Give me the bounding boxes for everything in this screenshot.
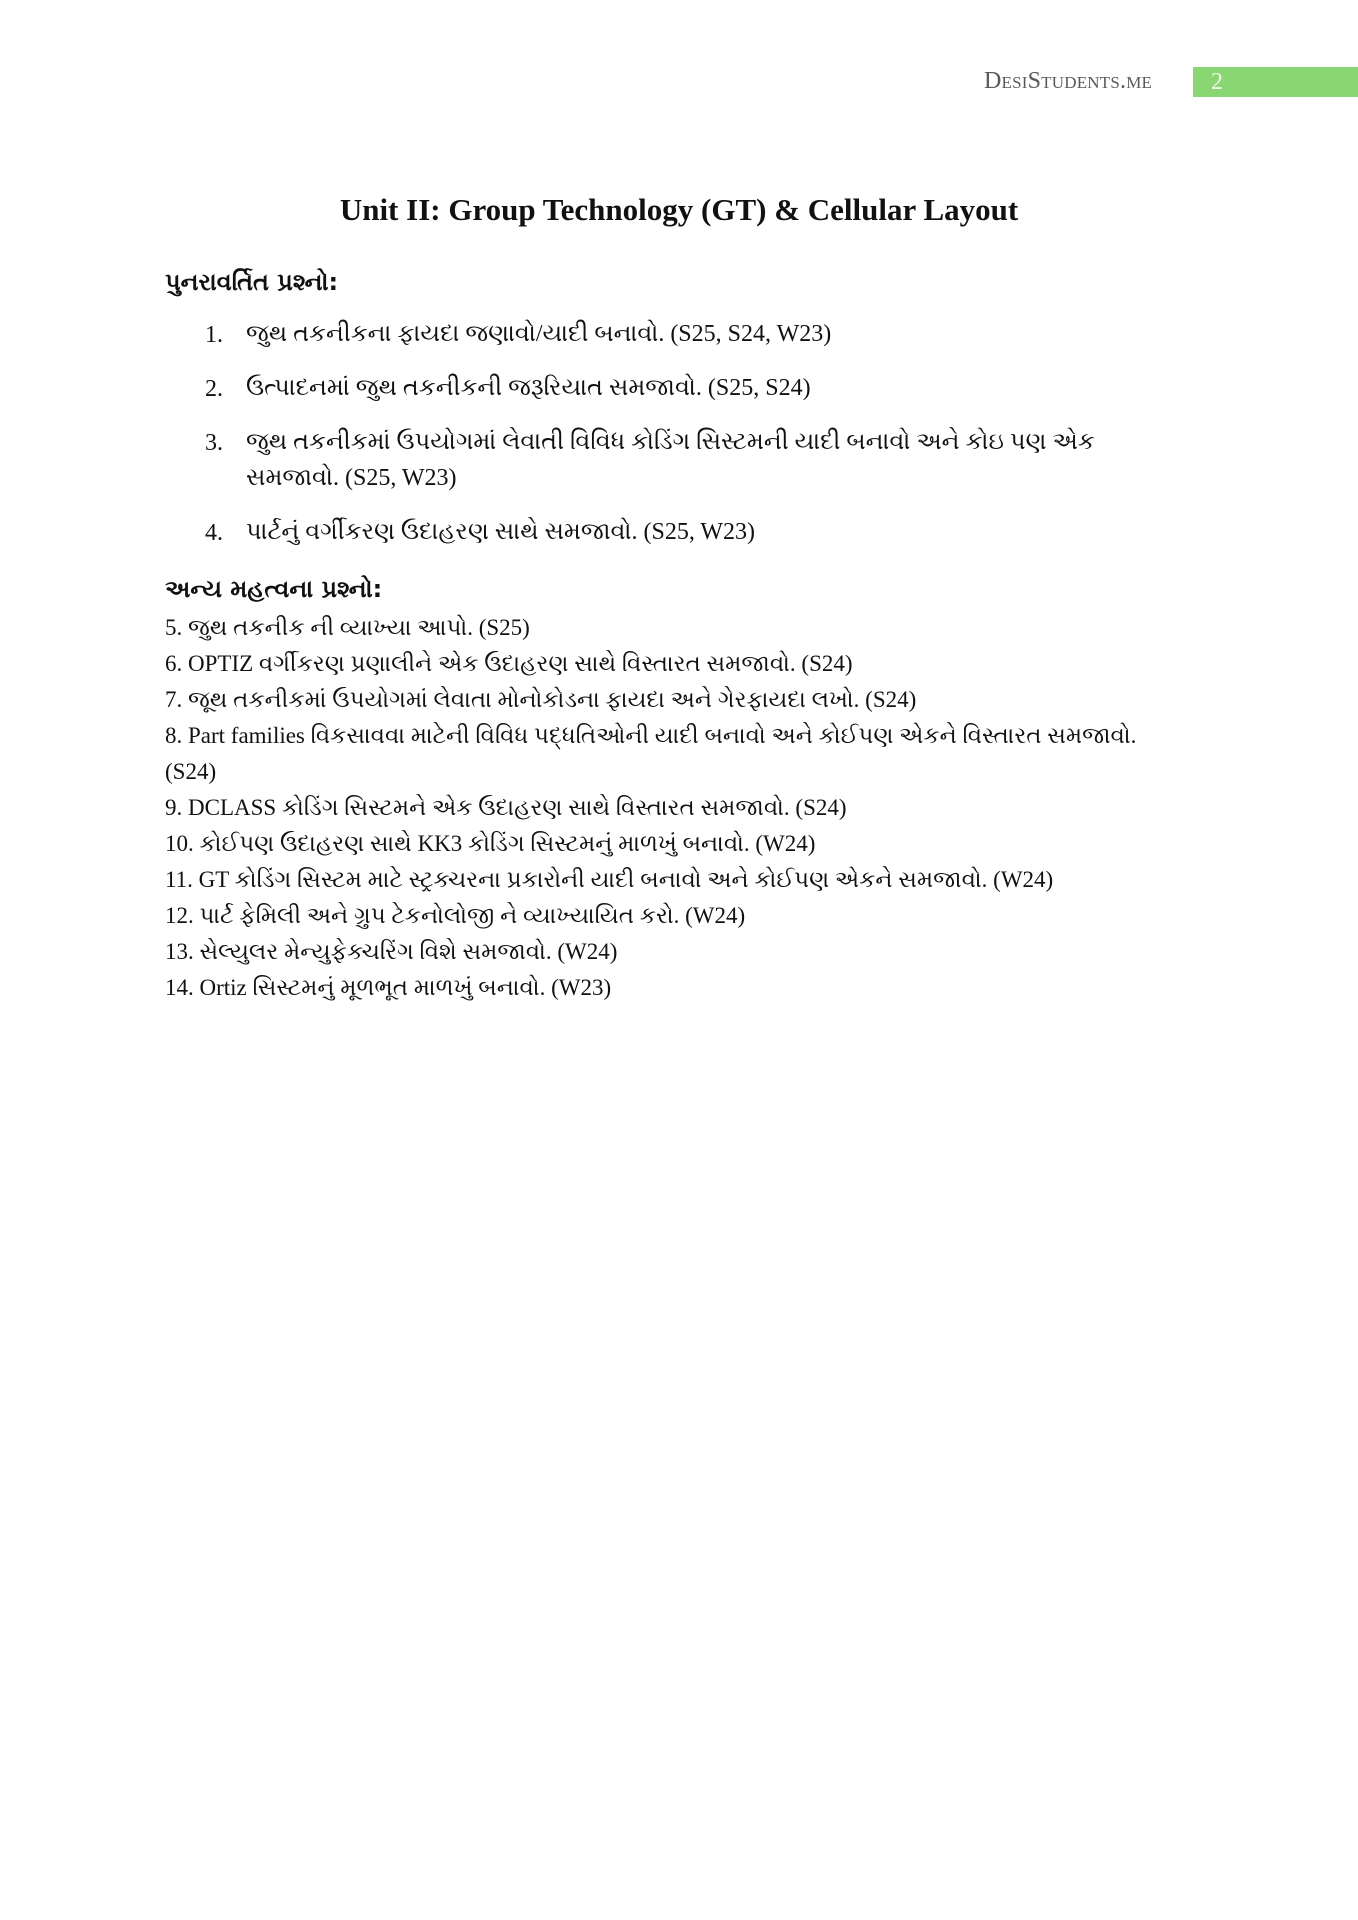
item-number: 3.: [205, 430, 223, 456]
repeated-questions-heading: પુનરાવર્તિત પ્રશ્નો:: [165, 268, 339, 296]
list-item: 14. Ortiz સિસ્ટમનું મૂળભૂત માળખું બનાવો. (W23): [165, 975, 612, 1000]
other-questions-list: [165, 610, 1155, 1006]
list-item: 5. જુથ તકનીક ની વ્યાખ્યા આપો. (S25): [165, 615, 530, 640]
list-item: 7. જૂથ તકનીકમાં ઉપયોગમાં લેવાતા મોનોકોડના ફાયદા અને ગેરફાયદા લખો. (S24): [165, 687, 917, 712]
item-text: ઉત્પાદનમાં જુથ તકનીકની જરૂરિયાત સમજાવો. (S25, S24): [246, 375, 811, 401]
item-text: જુથ તકનીકના ફાયદા જણાવો/યાદી બનાવો. (S25, S24, W23): [246, 321, 832, 347]
list-item: 13. સેલ્યુલર મેન્યુફેક્ચરિંગ વિશે સમજાવો. (W24): [165, 939, 618, 964]
item-number: 2.: [205, 376, 223, 402]
item-number: 4.: [205, 520, 223, 546]
list-item: 11. GT કોડિંગ સિસ્ટમ માટે સ્ટ્રક્ચરના પ્રકારોની યાદી બનાવો અને કોઈપણ એકને સમજાવો. (W24): [165, 867, 1054, 892]
list-item: 9. DCLASS કોડિંગ સિસ્ટમને એક ઉદાહરણ સાથે વિસ્તારત સમજાવો. (S24): [165, 795, 847, 820]
page-number: 2: [1193, 67, 1358, 97]
page-title: Unit II: Group Technology (GT) & Cellular Layout: [339, 192, 1019, 227]
item-text: જુથ તકનીકમાં ઉપયોગમાં લેવાતી વિવિધ કોડિંગ સિસ્ટમની યાદી બનાવો અને કોઇ પણ એક સમજાવો. (S25, W23): [246, 429, 1095, 491]
list-item: 12. પાર્ટ ફેમિલી અને ગ્રુપ ટેકનોલોજી ને વ્યાખ્યાયિત કરો. (W24): [165, 903, 746, 928]
list-item: 8. Part families વિકસાવવા માટેની વિવિધ પદ્ધતિઓની યાદી બનાવો અને કોઈપણ એકને વિસ્તારત સમજાવો. (S24): [165, 723, 1137, 784]
site-name: DesiStudents.me: [984, 68, 1153, 94]
item-number: 1.: [205, 322, 223, 348]
other-questions-heading: અન્ય મહત્વના પ્રશ્નો:: [165, 575, 383, 603]
item-text: પાર્ટનું વર્ગીકરણ ઉદાહરણ સાથે સમજાવો. (S25, W23): [246, 519, 756, 545]
list-item: 10. કોઈપણ ઉદાહરણ સાથે KK3 કોડિંગ સિસ્ટમનું માળખું બનાવો. (W24): [165, 831, 816, 856]
list-item: 6. OPTIZ વર્ગીકરણ પ્રણાલીને એક ઉદાહરણ સાથે વિસ્તારત સમજાવો. (S24): [165, 651, 853, 676]
